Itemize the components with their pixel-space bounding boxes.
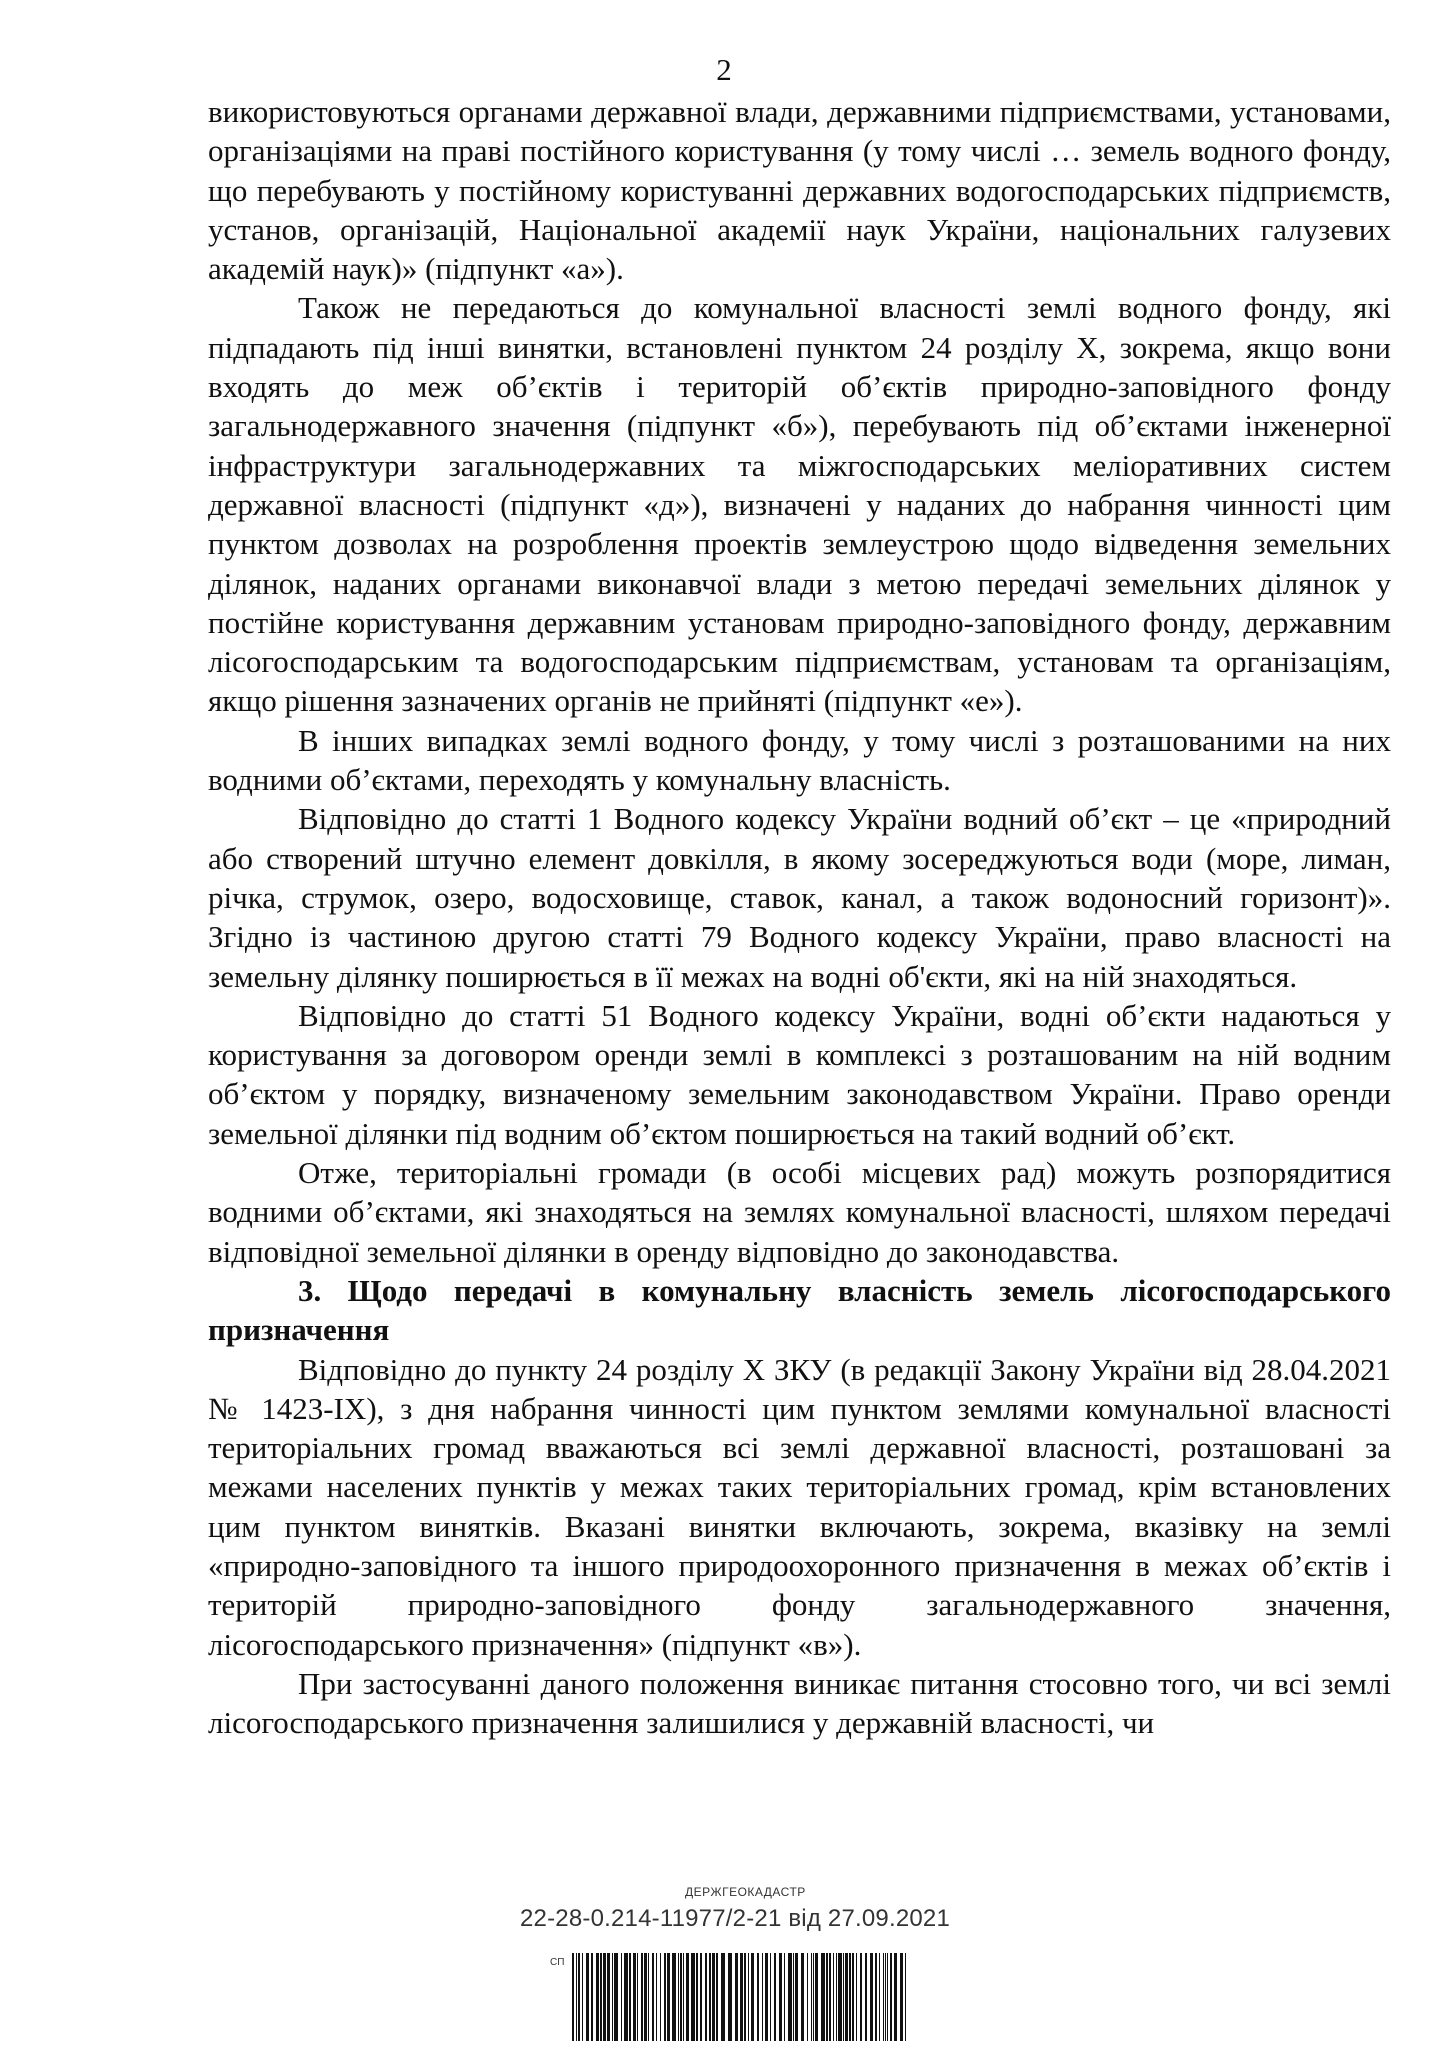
stamp-organization: ДЕРЖГЕОКАДАСТР <box>685 1885 806 1899</box>
barcode-image <box>570 1953 910 2041</box>
barcode-bar <box>843 1953 844 2041</box>
barcode-bar <box>811 1953 812 2041</box>
barcode-bar <box>813 1953 814 2041</box>
barcode-bar <box>624 1953 628 2041</box>
barcode-bar <box>765 1953 768 2041</box>
barcode-bar <box>774 1953 776 2041</box>
barcode-bar <box>709 1953 711 2041</box>
barcode-bar <box>614 1953 618 2041</box>
barcode-bar <box>672 1953 676 2041</box>
barcode-bar <box>875 1953 877 2041</box>
barcode-bar <box>691 1953 695 2041</box>
barcode-bar <box>648 1953 649 2041</box>
barcode-bar <box>700 1953 702 2041</box>
barcode-bar <box>603 1953 606 2041</box>
barcode-bar <box>656 1953 657 2041</box>
barcode-bar <box>633 1953 636 2041</box>
barcode-bar <box>845 1953 848 2041</box>
barcode-bar <box>807 1953 808 2041</box>
barcode-bar <box>652 1953 654 2041</box>
barcode-bar <box>686 1953 689 2041</box>
barcode-bar <box>905 1953 906 2041</box>
barcode-bar <box>696 1953 698 2041</box>
page-number: 2 <box>716 52 732 87</box>
barcode-bar <box>883 1953 884 2041</box>
paragraph: Отже, територіальні громади (в особі місцевих рад) можуть розпорядитися водними об’єктами, які знаходяться на землях комунальної власності, шляхом передачі відповідної земельної ділянки в оренду відповідно до законодавства. <box>208 1155 1391 1269</box>
barcode-bar <box>900 1953 903 2041</box>
barcode-bar <box>582 1953 583 2041</box>
barcode-bar <box>784 1953 785 2041</box>
barcode-bar <box>596 1953 599 2041</box>
barcode-bar <box>885 1953 886 2041</box>
barcode-bar <box>815 1953 818 2041</box>
barcode-bar <box>833 1953 834 2041</box>
barcode-bar <box>757 1953 759 2041</box>
paragraph: В інших випадках землі водного фонду, у тому числі з розташованими на них водними об’єктами, переходять у комунальну власність. <box>208 722 1391 798</box>
paragraph: При застосуванні даного положення виникає питання стосовно того, чи всі землі лісогосподарського призначення залишилися у державній власності, чи <box>208 1665 1391 1741</box>
barcode-bar <box>664 1953 666 2041</box>
barcode-bar <box>852 1953 854 2041</box>
paragraph: Відповідно до пункту 24 розділу Х ЗКУ (в редакції Закону України від 28.04.2021 № 1423-IX), з дня набрання чинності цим пунктом землями комунальної власності територіальних громад вважаються всі землі державної власності, розташовані за межами населених пунктів у межах таких територіальних громад, крім встановлених цим пунктом винятків. Вказані винятки включають, зокрема, вказівку на землі «природно-заповідного та іншого природоохоронного призначення в межах об’єктів і територій природно-заповідного фонду загальнодержавного значення, лісогосподарського призначення» (підпункт «в»). <box>208 1351 1391 1662</box>
barcode-bar <box>680 1953 682 2041</box>
barcode-bar <box>744 1953 746 2041</box>
registration-stamp <box>520 1885 951 2045</box>
paragraph: Відповідно до статті 51 Водного кодексу України, водні об’єкти надаються у користування за договором оренди землі в комплексі з розташованим на ній водним об’єктом у порядку, визначеному земельним законодавством України. Право оренди земельної ділянки під водним об’єктом поширюється на такий водний об’єкт. <box>208 997 1391 1151</box>
barcode-bar <box>801 1953 804 2041</box>
body-text <box>208 92 1391 1742</box>
barcode-bar <box>860 1953 862 2041</box>
stamp-mark: СП <box>550 1957 565 1968</box>
barcode-bar <box>660 1953 661 2041</box>
paragraph: Відповідно до статті 1 Водного кодексу України водний об’єкт – це «природний або створений штучно елемент довкілля, в якому зосереджуються води (море, лиман, річка, струмок, озеро, водосховище, ставок, канал, а також водоносний горизонт)». Згідно із частиною другою статті 79 Водного кодексу України, право власності на земельну ділянку поширюється в її межах на водні об'єкти, які на ній знаходяться. <box>208 801 1391 994</box>
barcode-bar <box>728 1953 732 2041</box>
barcode-bar <box>641 1953 643 2041</box>
barcode-bar <box>856 1953 857 2041</box>
barcode-bar <box>748 1953 749 2041</box>
barcode-bar <box>865 1953 867 2041</box>
barcode-bar <box>586 1953 589 2041</box>
barcode-bar <box>838 1953 842 2041</box>
barcode-bar <box>621 1953 622 2041</box>
barcode-bar <box>849 1953 851 2041</box>
barcode-bar <box>870 1953 873 2041</box>
paragraph: Також не передаються до комунальної власності землі водного фонду, які підпадають під інші винятки, встановлені пунктом 24 розділу Х, зокрема, якщо вони входять до меж об’єктів і територій об’єктів природно-заповідного фонду загальнодержавного значення (підпункт «б»), перебувають під об’єктами інженерної інфраструктури загальнодержавних та міжгосподарських меліоративних систем державної власності (підпункт «д»), визначені у наданих до набрання чинності цим пунктом дозволах на розроблення проектів землеустрою щодо відведення земельних ділянок, наданих органами виконавчої влади з метою передачі земельних ділянок у постійне користування державним установам природно-заповідного фонду, державним лісогосподарським та водогосподарським підприємствам, установам та організаціям, якщо рішення зазначених органів не прийняті (підпункт «е»). <box>208 290 1391 719</box>
barcode-bar <box>607 1953 610 2041</box>
barcode-bar <box>591 1953 593 2041</box>
barcode-bar <box>629 1953 631 2041</box>
barcode-bar <box>770 1953 771 2041</box>
barcode-bar <box>637 1953 638 2041</box>
barcode-bar <box>890 1953 892 2041</box>
barcode-bar <box>712 1953 715 2041</box>
barcode-bar <box>735 1953 738 2041</box>
barcode-bar <box>705 1953 707 2041</box>
barcode-bar <box>894 1953 897 2041</box>
barcode-bar <box>751 1953 754 2041</box>
barcode-bar <box>821 1953 825 2041</box>
barcode-bar <box>683 1953 684 2041</box>
barcode-bar <box>644 1953 647 2041</box>
barcode-bar <box>721 1953 725 2041</box>
barcode-bar <box>667 1953 670 2041</box>
barcode-bar <box>836 1953 837 2041</box>
barcode-bar <box>600 1953 602 2041</box>
barcode-bar <box>762 1953 763 2041</box>
barcode-bar <box>678 1953 679 2041</box>
barcode-bar <box>578 1953 580 2041</box>
paragraph-continuation: використовуються органами державної влади, державними підприємствами, установами, організаціями на праві постійного користування (у тому числі … земель водного фонду, що перебувають у постійному користуванні державних водогосподарських підприємств, установ, організацій, Національної академії наук України, національних галузевих академій наук)» (підпункт «а»). <box>208 94 1391 287</box>
barcode-bar <box>793 1953 794 2041</box>
stamp-registration-number: 22-28-0.214-11977/2-21 від 27.09.2021 <box>520 1905 951 1932</box>
barcode-bar <box>779 1953 782 2041</box>
barcode-bar <box>829 1953 831 2041</box>
section-heading <box>208 1271 1391 1350</box>
barcode-bar <box>887 1953 888 2041</box>
barcode-bar <box>795 1953 798 2041</box>
barcode-bar <box>740 1953 743 2041</box>
section-heading-text: . Щодо передачі в комунальну власність земель лісогосподарського призначення <box>208 1272 1391 1348</box>
barcode-bar <box>826 1953 828 2041</box>
barcode-bar <box>716 1953 718 2041</box>
barcode-bar <box>788 1953 792 2041</box>
barcode-bar <box>576 1953 577 2041</box>
barcode-bar <box>879 1953 880 2041</box>
section-heading-number: 3 <box>298 1272 314 1308</box>
barcode-bar <box>612 1953 613 2041</box>
barcode-bar <box>572 1953 574 2041</box>
